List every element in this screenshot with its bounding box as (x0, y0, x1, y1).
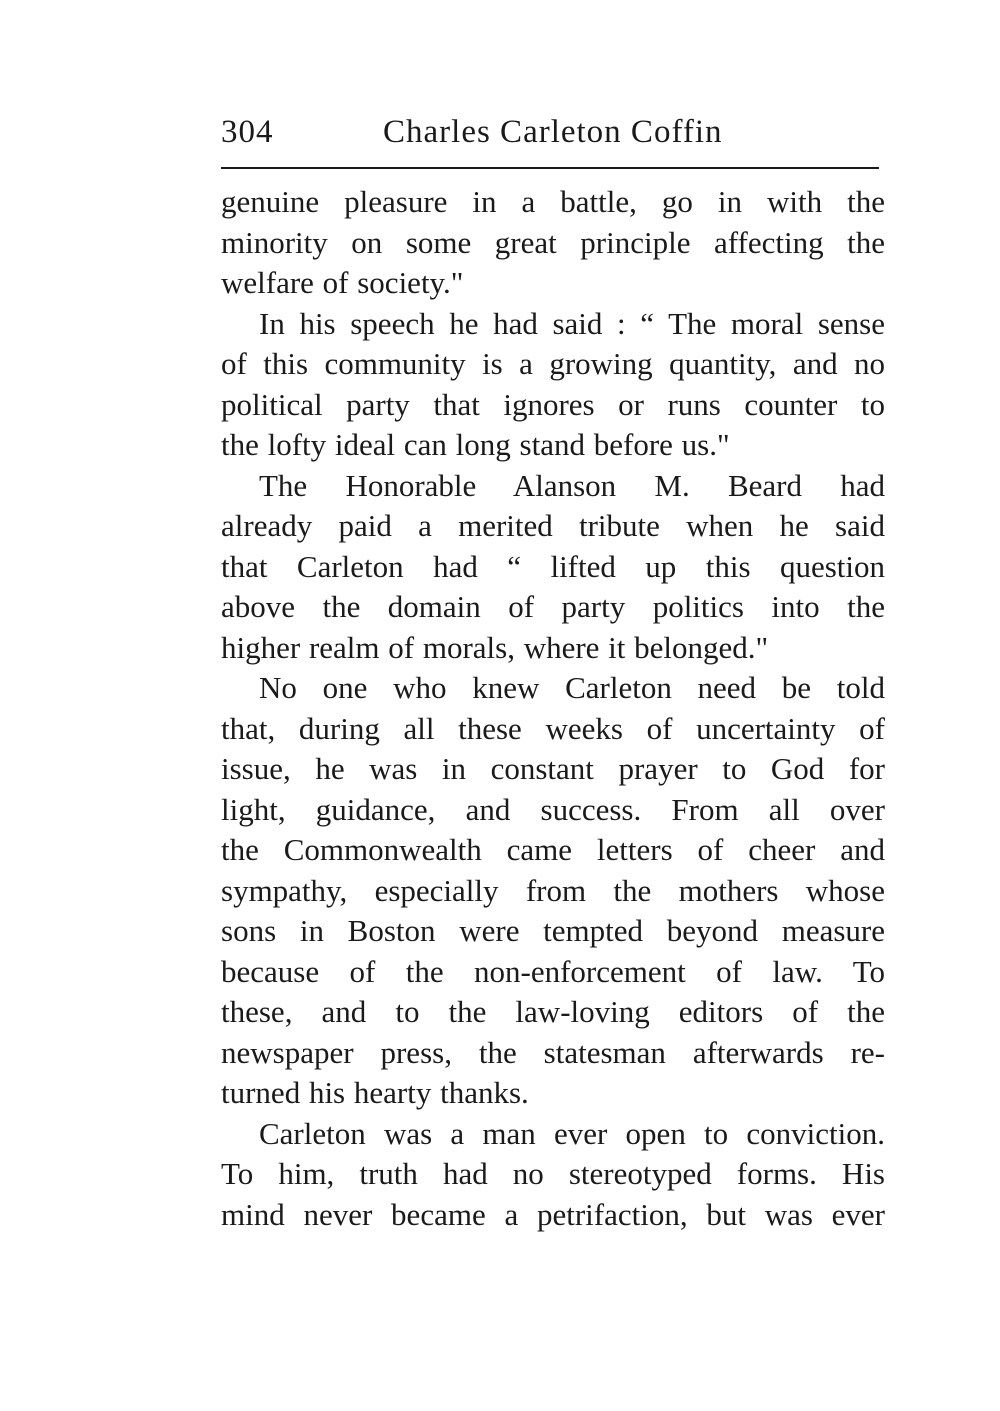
text-line: already paid a merited tribute when he said (221, 508, 885, 543)
text-line: above the domain of party politics into the (221, 589, 885, 624)
paragraph (221, 668, 885, 1114)
text-line: the Commonwealth came letters of cheer and (221, 832, 885, 867)
text-line: political party that ignores or runs counter to (221, 386, 885, 422)
text-line: that Carleton had “ lifted up this question (221, 548, 885, 584)
text-line: newspaper press, the statesman afterwards re- (221, 1034, 885, 1070)
text-line: that, during all these weeks of uncertainty of (221, 710, 885, 746)
text-line: because of the non-enforcement of law. To (221, 953, 885, 989)
text-line: To him, truth had no stereotyped forms. His (221, 1156, 885, 1191)
text-line: The Honorable Alanson M. Beard had (259, 467, 885, 503)
text-line: turned his hearty thanks. (221, 1075, 529, 1110)
paragraph (221, 182, 885, 304)
body-text (221, 182, 885, 1235)
text-line: welfare of society." (221, 265, 464, 300)
text-line: sympathy, especially from the mothers whose (221, 872, 885, 908)
text-line: issue, he was in constant prayer to God for (221, 751, 885, 786)
text-line: these, and to the law-loving editors of the (221, 994, 885, 1029)
header-rule (221, 167, 879, 169)
text-line: minority on some great principle affecting the (221, 224, 885, 260)
text-line: of this community is a growing quantity, and no (221, 346, 885, 381)
text-line: the lofty ideal can long stand before us." (221, 427, 730, 462)
text-line: sons in Boston were tempted beyond measure (221, 913, 885, 948)
text-line: light, guidance, and success. From all over (221, 791, 885, 827)
page-number: 304 (221, 114, 274, 150)
text-line: In his speech he had said : “ The moral sense (259, 305, 885, 341)
text-line: No one who knew Carleton need be told (259, 670, 885, 705)
text-line: Carleton was a man ever open to conviction. (259, 1115, 885, 1151)
running-title: Charles Carleton Coffin (383, 114, 723, 150)
text-line: genuine pleasure in a battle, go in with the (221, 184, 885, 219)
text-line: higher realm of morals, where it belonged." (221, 629, 769, 665)
paragraph (221, 1114, 885, 1236)
page-header (221, 110, 885, 165)
paragraph (221, 304, 885, 466)
text-line: mind never became a petrifaction, but was ever (221, 1196, 885, 1232)
paragraph (221, 466, 885, 669)
book-page (221, 110, 885, 1232)
